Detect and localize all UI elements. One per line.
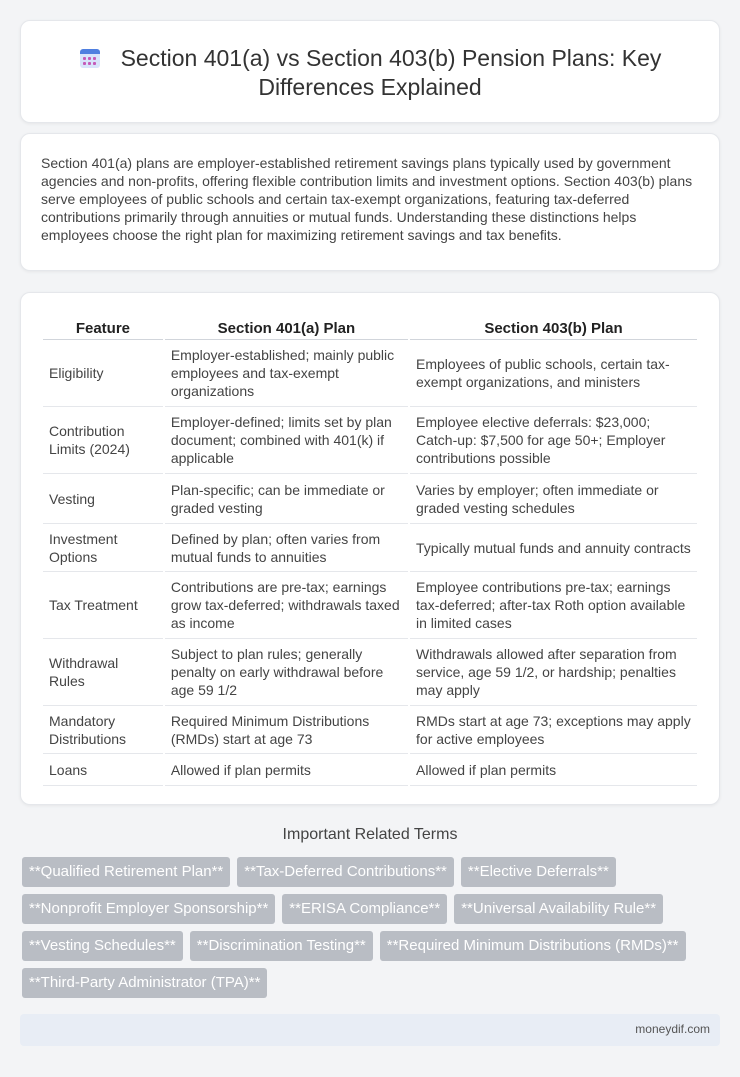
related-term-tag[interactable]: **Tax-Deferred Contributions** — [237, 857, 454, 887]
plan-403b-cell: Employee elective deferrals: $23,000; Catch-up: $7,500 for age 50+; Employer contributions possible — [410, 407, 697, 474]
intro-card — [20, 133, 720, 271]
table-row — [43, 706, 697, 754]
feature-cell: Eligibility — [43, 340, 163, 407]
feature-cell: Tax Treatment — [43, 572, 163, 639]
footer-site[interactable]: moneydif.com — [635, 1022, 710, 1036]
feature-cell: Mandatory Distributions — [43, 706, 163, 754]
related-term-tag[interactable]: **Universal Availability Rule** — [454, 894, 663, 924]
intro-paragraph: Section 401(a) plans are employer-established retirement savings plans typically used by government agencies and non-profits, offering flexible contribution limits and investment options. Section 403(b) plans serve employees of public schools and certain tax-exempt organizations, featuring tax-deferred contributions primarily through annuities or mutual funds. Understanding these distinctions helps employees choose the right plan for maximizing retirement savings and tax benefits. — [41, 155, 693, 243]
related-term-tag[interactable]: **Elective Deferrals** — [461, 857, 616, 887]
header-401a: Section 401(a) Plan — [165, 315, 408, 340]
page-title: Section 401(a) vs Section 403(b) Pension Plans: Key Differences Explained — [120, 45, 662, 100]
table-header-row — [43, 315, 697, 340]
related-term-tag[interactable]: **Required Minimum Distributions (RMDs)** — [380, 931, 686, 961]
plan-403b-cell: Withdrawals allowed after separation from service, age 59 1/2, or hardship; penalties may apply — [410, 639, 697, 706]
related-term-tag[interactable]: **Third-Party Administrator (TPA)** — [22, 968, 267, 998]
plan-401a-cell: Employer-defined; limits set by plan document; combined with 401(k) if applicable — [165, 407, 408, 474]
feature-cell: Vesting — [43, 474, 163, 524]
table-row — [43, 754, 697, 786]
related-terms-title: Important Related Terms — [282, 826, 458, 843]
plan-401a-cell: Defined by plan; often varies from mutual funds to annuities — [165, 524, 408, 572]
table-row — [43, 474, 697, 524]
related-terms-list — [22, 857, 718, 998]
related-term-tag[interactable]: **ERISA Compliance** — [282, 894, 447, 924]
plan-401a-cell: Subject to plan rules; generally penalty on early withdrawal before age 59 1/2 — [165, 639, 408, 706]
plan-403b-cell: RMDs start at age 73; exceptions may apply for active employees — [410, 706, 697, 754]
footer — [20, 1014, 720, 1046]
plan-401a-cell: Employer-established; mainly public employees and tax-exempt organizations — [165, 340, 408, 407]
feature-cell: Contribution Limits (2024) — [43, 407, 163, 474]
plan-401a-cell: Allowed if plan permits — [165, 754, 408, 786]
comparison-table — [41, 315, 699, 786]
plan-403b-cell: Typically mutual funds and annuity contracts — [410, 524, 697, 572]
header-feature: Feature — [43, 315, 163, 340]
calendar-icon — [79, 47, 101, 69]
feature-cell: Loans — [43, 754, 163, 786]
header-403b: Section 403(b) Plan — [410, 315, 697, 340]
table-row — [43, 340, 697, 407]
header-card — [20, 20, 720, 123]
related-term-tag[interactable]: **Discrimination Testing** — [190, 931, 373, 961]
plan-401a-cell: Plan-specific; can be immediate or graded vesting — [165, 474, 408, 524]
plan-401a-cell: Contributions are pre-tax; earnings grow tax-deferred; withdrawals taxed as income — [165, 572, 408, 639]
table-row — [43, 524, 697, 572]
page-title-wrap — [21, 44, 719, 102]
plan-401a-cell: Required Minimum Distributions (RMDs) start at age 73 — [165, 706, 408, 754]
related-term-tag[interactable]: **Nonprofit Employer Sponsorship** — [22, 894, 275, 924]
plan-403b-cell: Employees of public schools, certain tax-exempt organizations, and ministers — [410, 340, 697, 407]
plan-403b-cell: Varies by employer; often immediate or graded vesting schedules — [410, 474, 697, 524]
related-term-tag[interactable]: **Vesting Schedules** — [22, 931, 183, 961]
table-row — [43, 407, 697, 474]
feature-cell: Investment Options — [43, 524, 163, 572]
plan-403b-cell: Allowed if plan permits — [410, 754, 697, 786]
plan-403b-cell: Employee contributions pre-tax; earnings tax-deferred; after-tax Roth option available in limited cases — [410, 572, 697, 639]
table-row — [43, 639, 697, 706]
feature-cell: Withdrawal Rules — [43, 639, 163, 706]
comparison-table-card — [20, 292, 720, 805]
related-term-tag[interactable]: **Qualified Retirement Plan** — [22, 857, 230, 887]
table-row — [43, 572, 697, 639]
